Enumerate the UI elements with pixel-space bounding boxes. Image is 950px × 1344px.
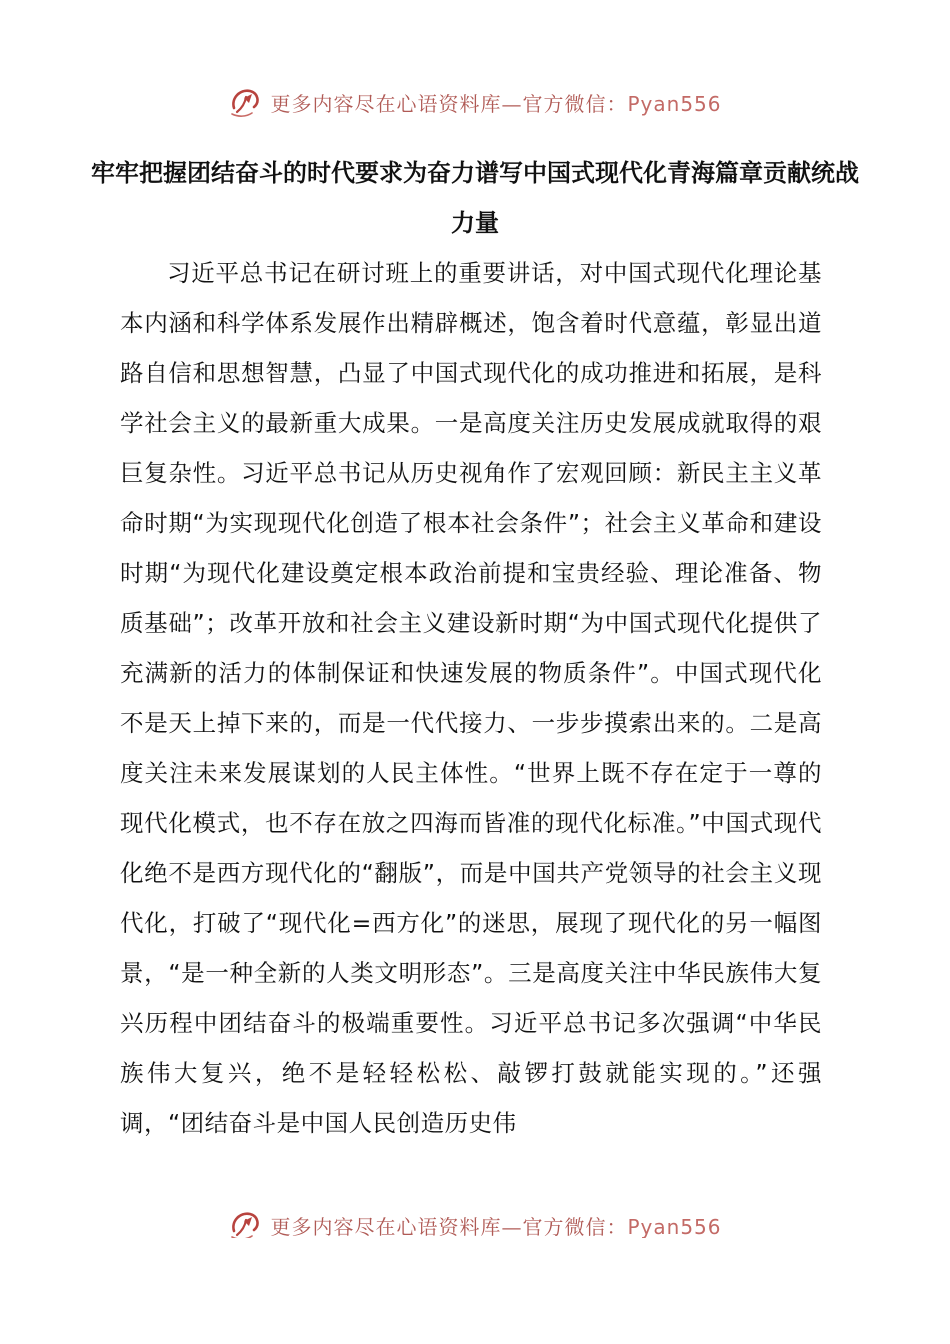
wechat-id: Pyan556 [627, 91, 722, 116]
banner-text [270, 88, 721, 117]
pen-nib-swirl-logo-icon [228, 1207, 264, 1238]
banner-text [270, 1211, 721, 1239]
article-title: 牢牢把握团结奋斗的时代要求为奋力谱写中国式现代化青海篇章贡献统战力量 [91, 158, 859, 237]
header-banner [0, 82, 950, 122]
banner-label: 更多内容尽在心语资料库—官方微信： [270, 1214, 628, 1238]
wechat-id: Pyan556 [627, 1214, 722, 1238]
article-paragraph: 习近平总书记在研讨班上的重要讲话，对中国式现代化理论基本内涵和科学体系发展作出精辟概述，饱含着时代意蕴，彰显出道路自信和思想智慧，凸显了中国式现代化的成功推进和拓展，是科学社会主义的最新重大成果。一是高度关注历史发展成就取得的艰巨复杂性。习近平总书记从历史视角作了宏观回顾：新民主主义革命时期“为实现现代化创造了根本社会条件”；社会主义革命和建设时期“为现代化建设奠定根本政治前提和宝贵经验、理论准备、物质基础”；改革开放和社会主义建设新时期“为中国式现代化提供了充满新的活力的体制保证和快速发展的物质条件”。中国式现代化不是天上掉下来的，而是一代代接力、一步步摸索出来的。二是高度关注未来发展谋划的人民主体性。“世界上既不存在定于一尊的现代化模式，也不存在放之四海而皆准的现代化标准。”中国式现代化绝不是西方现代化的“翻版”，而是中国共产党领导的社会主义现代化，打破了“现代化=西方化”的迷思，展现了现代化的另一幅图景，“是一种全新的人类文明形态”。三是高度关注中华民族伟大复兴历程中团结奋斗的极端重要性。习近平总书记多次强调“中华民族伟大复兴，绝不是轻轻松松、敲锣打鼓就能实现的。”还强调，“团结奋斗是中国人民创造历史伟 [120, 259, 822, 1137]
footer-banner [0, 1204, 950, 1238]
pen-nib-swirl-logo-icon [228, 84, 264, 120]
banner-label: 更多内容尽在心语资料库—官方微信： [270, 91, 628, 116]
